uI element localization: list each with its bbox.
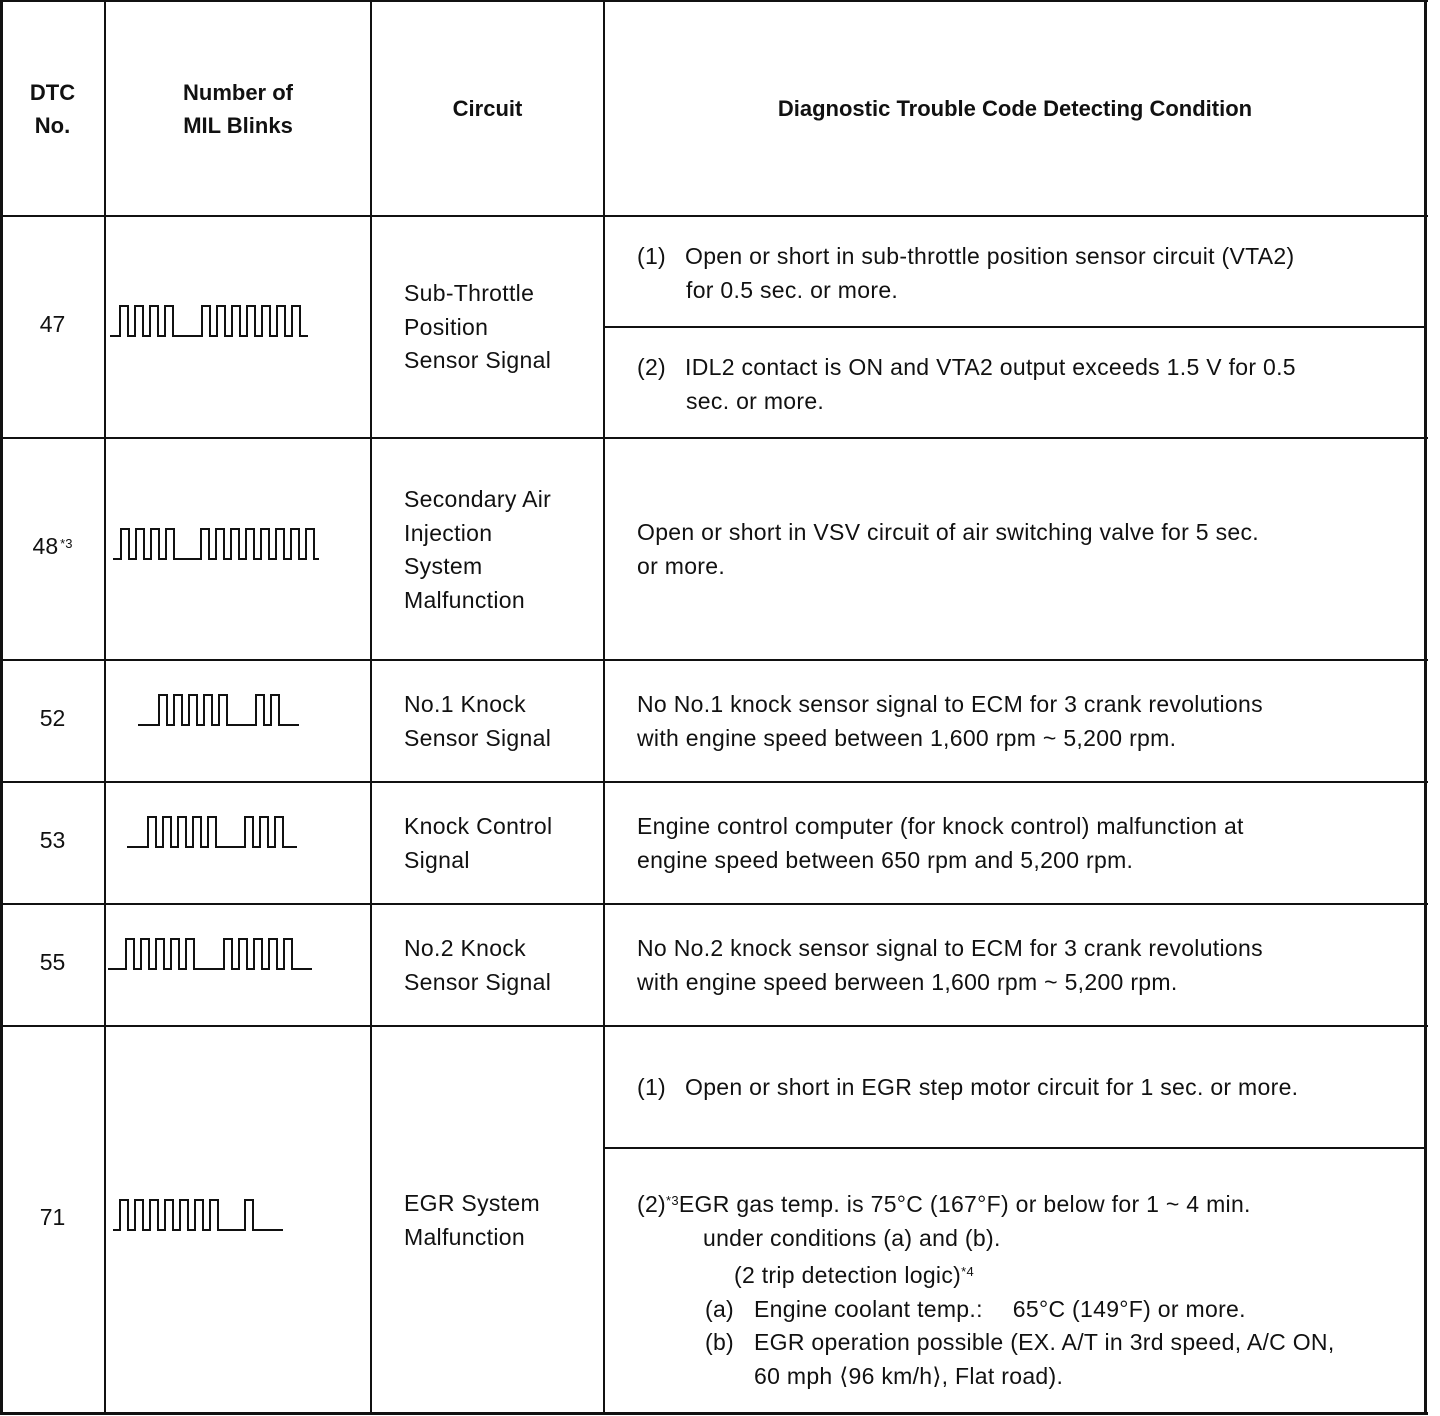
circuit-cell xyxy=(404,1187,540,1254)
dtc-code-value: 71 xyxy=(39,1204,66,1230)
condition-item xyxy=(637,516,1259,583)
circuit-line: Secondary Air xyxy=(404,486,552,512)
circuit-cell xyxy=(404,688,551,755)
circuit-line: System xyxy=(404,553,483,579)
circuit-line: Sub-Throttle xyxy=(404,280,535,306)
condition-line: Open or short in VSV circuit of air switching valve for 5 sec. xyxy=(637,519,1259,545)
header-dtc-line2: No. xyxy=(34,113,71,138)
condition-number: (1) xyxy=(637,243,667,269)
dtc-code-value: 55 xyxy=(39,949,66,975)
condition-item xyxy=(637,810,1244,877)
trip-logic-footnote: *4 xyxy=(961,1264,974,1279)
condition-item xyxy=(637,688,1263,755)
circuit-line: No.2 Knock xyxy=(404,935,526,961)
condition-line: under conditions (a) and (b). xyxy=(703,1224,1001,1251)
header-blinks-line1: Number of xyxy=(183,80,293,105)
sub-condition-number: (a) xyxy=(705,1295,735,1322)
condition-line: IDL2 contact is ON and VTA2 output exceeds 1.5 V for 0.5 xyxy=(685,354,1296,380)
circuit-cell xyxy=(404,810,552,877)
dtc-code xyxy=(0,533,105,560)
condition-line: No No.2 knock sensor signal to ECM for 3 crank revolutions xyxy=(637,935,1263,961)
dtc-code xyxy=(0,311,105,338)
dtc-code-value: 47 xyxy=(39,311,66,337)
header-blinks-line2: MIL Blinks xyxy=(183,113,293,138)
condition-line: sec. or more. xyxy=(686,387,825,414)
circuit-line: Sensor Signal xyxy=(404,724,552,751)
sub-condition-line: 60 mph ⟨96 km/h⟩, Flat road). xyxy=(754,1362,1064,1389)
sub-condition-line: EGR operation possible (EX. A/T in 3rd speed, A/C ON, xyxy=(754,1329,1335,1355)
mil-blink-code-5-3-icon xyxy=(105,811,371,856)
sub-condition-value: 65°C (149°F) or more. xyxy=(1012,1295,1246,1322)
condition-item xyxy=(637,1184,1335,1393)
circuit-line: Knock Control xyxy=(404,813,553,839)
mil-blink-code-4-7-icon xyxy=(105,300,371,345)
dtc-code xyxy=(0,949,105,976)
circuit-cell xyxy=(404,277,551,378)
condition-line: or more. xyxy=(637,552,726,579)
mil-blink-code-7-1-icon xyxy=(105,1194,371,1239)
header-dtc-line1: DTC xyxy=(29,80,76,105)
header-condition: Diagnostic Trouble Code Detecting Condition xyxy=(777,96,1253,121)
condition-line: for 0.5 sec. or more. xyxy=(686,276,899,303)
dtc-code-value: 53 xyxy=(39,827,66,853)
condition-number: (1) xyxy=(637,1074,667,1100)
dtc-code-value: 52 xyxy=(39,705,66,731)
condition-line: EGR gas temp. is 75°C (167°F) or below for 1 ~ 4 min. xyxy=(678,1191,1251,1217)
condition-item xyxy=(637,932,1263,999)
sub-condition-label: Engine coolant temp.: xyxy=(754,1295,983,1322)
dtc-code xyxy=(0,1204,105,1231)
mil-blink-code-5-2-icon xyxy=(105,689,371,734)
condition-item xyxy=(637,351,1296,418)
dtc-code xyxy=(0,705,105,732)
condition-line: Open or short in EGR step motor circuit for 1 sec. or more. xyxy=(685,1074,1299,1100)
dtc-code-value: 48 xyxy=(32,533,59,559)
header-mil-blinks xyxy=(105,76,371,142)
condition-line: No No.1 knock sensor signal to ECM for 3 crank revolutions xyxy=(637,691,1263,717)
dtc-code-footnote: *3 xyxy=(60,536,73,551)
mil-blink-code-5-5-icon xyxy=(105,933,371,978)
condition-line: with engine speed berween 1,600 rpm ~ 5,200 rpm. xyxy=(637,968,1178,995)
circuit-line: Malfunction xyxy=(404,586,525,613)
condition-line: Open or short in sub-throttle position sensor circuit (VTA2) xyxy=(685,243,1295,269)
condition-number: (2) xyxy=(637,1191,667,1217)
circuit-line: Sensor Signal xyxy=(404,968,552,995)
condition-line: with engine speed between 1,600 rpm ~ 5,200 rpm. xyxy=(637,724,1177,751)
trip-logic-note: (2 trip detection logic) xyxy=(734,1262,962,1288)
circuit-line: Sensor Signal xyxy=(404,347,552,373)
mil-blink-code-4-8-icon xyxy=(105,523,371,568)
circuit-cell xyxy=(404,483,551,617)
sub-condition-number: (b) xyxy=(705,1329,735,1355)
circuit-line: Signal xyxy=(404,846,470,873)
condition-footnote: *3 xyxy=(666,1193,679,1208)
circuit-line: No.1 Knock xyxy=(404,691,526,717)
circuit-line: Malfunction xyxy=(404,1223,525,1250)
header-circuit: Circuit xyxy=(452,96,523,121)
condition-item xyxy=(637,240,1294,307)
circuit-line: Position xyxy=(404,313,489,340)
condition-line: engine speed between 650 rpm and 5,200 rpm. xyxy=(637,846,1134,873)
header-dtc-no xyxy=(0,76,105,142)
circuit-line: Injection xyxy=(404,519,493,546)
condition-line: Engine control computer (for knock control) malfunction at xyxy=(637,813,1244,839)
condition-item xyxy=(637,1071,1298,1105)
condition-number: (2) xyxy=(637,354,667,380)
circuit-cell xyxy=(404,932,551,999)
circuit-line: EGR System xyxy=(404,1190,540,1216)
dtc-code xyxy=(0,827,105,854)
